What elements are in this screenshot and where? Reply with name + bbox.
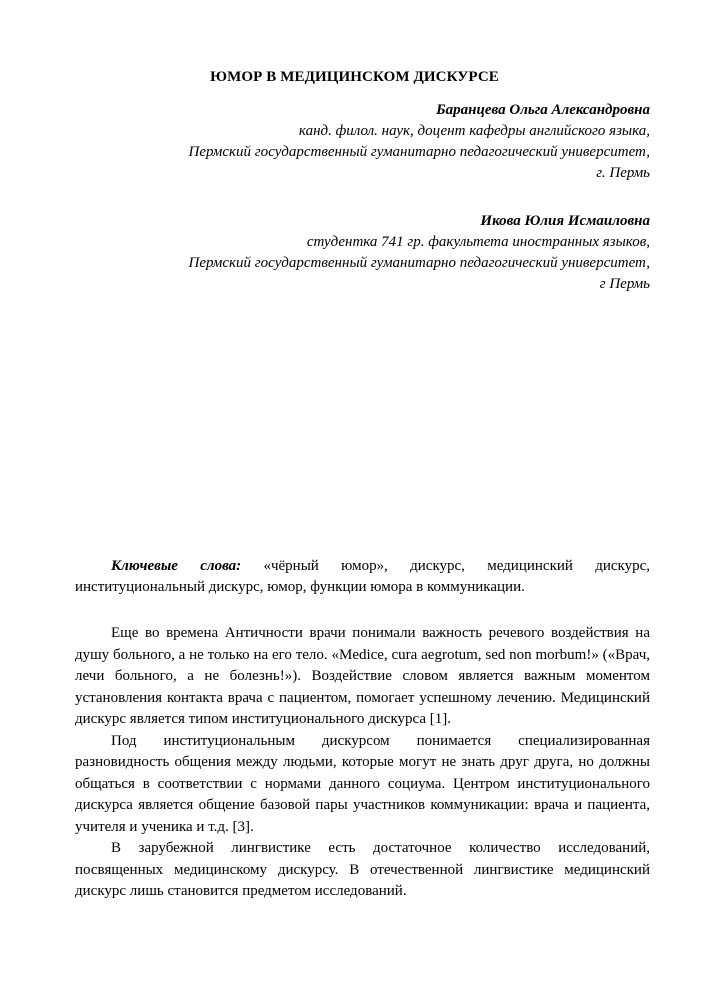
keywords-paragraph	[75, 556, 650, 598]
author-name: Баранцева Ольга Александровна	[436, 102, 650, 118]
body-text	[75, 623, 650, 903]
author-affiliation: Пермский государственный гуманитарно педагогический университет,	[188, 255, 650, 271]
body-paragraph: Под институциональным дискурсом понимается специализированная разновидность общения между людьми, которые могут не знать друг друга, но должны общаться в соответствии с нормами данного социума. Центром институционального дискурса является общение базовой пары участников коммуникации: врача и пациента, учителя и ученика и т.д. [3].	[75, 732, 650, 835]
author-affiliation: Пермский государственный гуманитарно педагогический университет,	[188, 144, 650, 160]
author-block-1	[50, 100, 650, 184]
document-title: ЮМОР В МЕДИЦИНСКОМ ДИСКУРСЕ	[210, 69, 499, 85]
author-position: студентка 741 гр. факультета иностранных языков,	[306, 234, 650, 250]
body-paragraph: В зарубежной лингвистике есть достаточное количество исследований, посвященных медицинскому дискурсу. В отечественной лингвистике медицинский дискурс лишь становится предметом исследований.	[75, 840, 650, 899]
keywords-label: Ключевые слова:	[111, 558, 242, 574]
body-paragraph: Еще во времена Античности врачи понимали важность речевого воздействия на душу больного, а не только на его тело. «Medice, cura aegrotum, sed non morbum!» («Врач, лечи больного, а не болезнь!»). Воздействие словом является важным моментом установления контакта врача с пациентом, помогает успешному лечению. Медицинский дискурс является типом институционального дискурса [1].	[75, 625, 650, 727]
author-city: г Пермь	[599, 276, 650, 292]
author-city: г. Пермь	[596, 165, 650, 181]
author-block-2	[50, 211, 650, 295]
author-name: Икова Юлия Исмаиловна	[480, 213, 650, 229]
keywords-text: «чёрный юмор», дискурс, медицинский дискурс, институциональный дискурс, юмор, функции юмора в коммуникации.	[75, 558, 650, 595]
author-position: канд. филол. наук, доцент кафедры английского языка,	[298, 123, 650, 139]
